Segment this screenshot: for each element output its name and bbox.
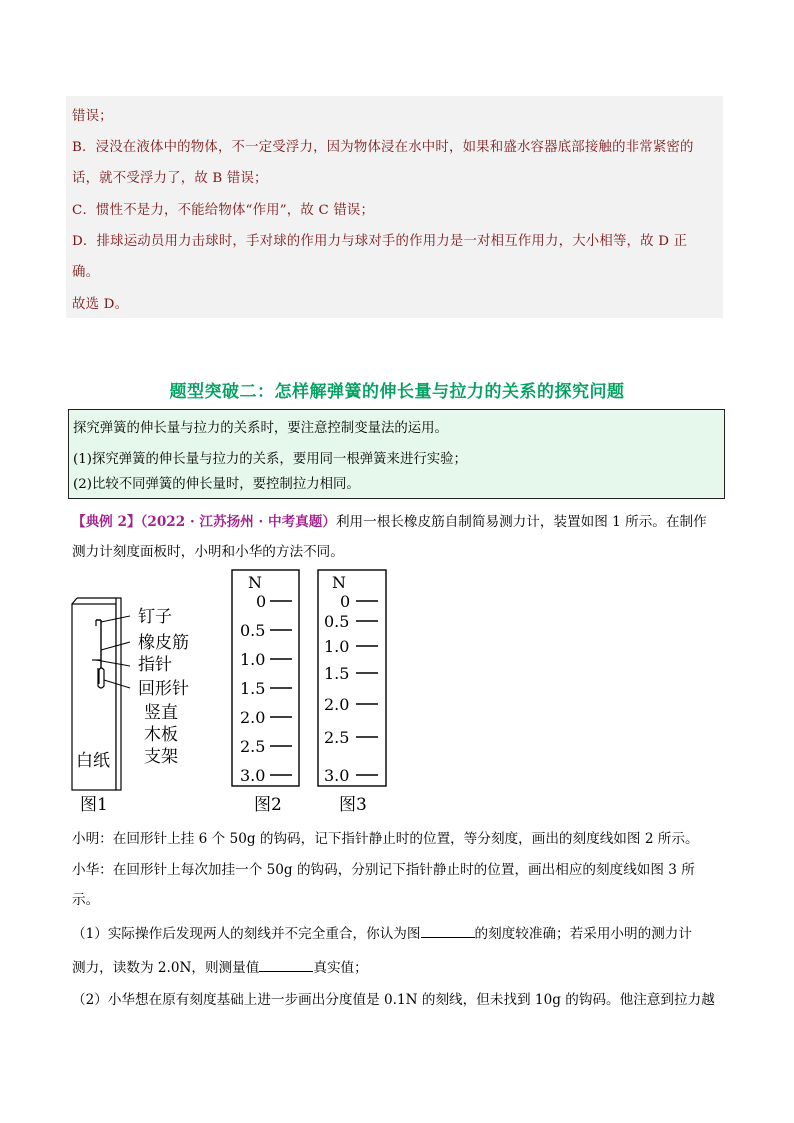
fig1-label-rubber-band: 橡皮筋 [138, 633, 189, 653]
fig3-caption: 图3 [339, 795, 367, 815]
fig2-tick-label: 1.0 [240, 650, 266, 669]
paragraph-xiaohua-end: 示。 [72, 892, 100, 908]
section-title: 题型突破二：怎样解弹簧的伸长量与拉力的关系的探究问题 [169, 382, 625, 402]
wood-board-edge [116, 598, 121, 790]
fig1-label-stand: 支架 [144, 747, 178, 767]
fig2-tick-label: 2.5 [240, 737, 266, 756]
question-1-text: 测力，读数为 2.0N，则测量值 [72, 960, 260, 976]
figure-1 [72, 598, 189, 815]
paragraph-xiaoming: 小明：在回形针上挂 6 个 50g 的钩码，记下指针静止时的位置，等分刻度，画出的刻度线如图 2 所示。 [72, 831, 699, 847]
answer-line: D．排球运动员用力击球时，手对球的作用力与球对手的作用力是一对相互作用力，大小相等，故 D 正 [72, 234, 688, 249]
question-1-line1 [72, 922, 692, 942]
answer-explanation-box [66, 96, 723, 318]
fig1-label-nail: 钉子 [138, 607, 172, 627]
example-text: 利用一根长橡皮筋自制简易测力计，装置如图 1 所示。在制作 [335, 514, 707, 530]
fig2-tick-label: 2.0 [240, 708, 266, 727]
question-1-text: 的刻度较准确；若采用小明的测力计 [474, 926, 692, 942]
fig3-tick-label: 2.5 [324, 728, 350, 747]
question-2: （2）小华想在原有刻度基础上进一步画出分度值是 0.1N 的刻线，但未找到 10g 的钩码。他注意到拉力越 [72, 992, 715, 1008]
fig1-label-clip: 回形针 [138, 679, 189, 699]
fig3-tick-label: 3.0 [324, 766, 350, 785]
answer-line: 错误； [72, 109, 113, 124]
method-tip-box [68, 409, 725, 499]
fig2-tick-label: 0 [256, 592, 267, 611]
example-source: （2022 · 江苏扬州 · 中考真题） [140, 514, 336, 530]
answer-line: C．惯性不是力，不能给物体“作用”，故 C 错误； [72, 203, 375, 218]
example-intro [72, 510, 707, 530]
fig2-caption: 图2 [254, 795, 282, 815]
fig2-unit: N [248, 573, 262, 592]
fig3-tick-label: 0.5 [324, 612, 350, 631]
fig3-unit: N [332, 573, 346, 592]
paragraph-xiaohua: 小华：在回形针上每次加挂一个 50g 的钩码，分别记下指针静止时的位置，画出相应的刻度线如图 3 所 [72, 862, 695, 878]
spring-scale-figure [68, 560, 408, 820]
fig1-caption: 图1 [80, 795, 108, 815]
fig1-paper-label: 白纸 [76, 751, 110, 771]
example-text-line2: 测力计刻度面板时，小明和小华的方法不同。 [72, 544, 344, 560]
fig3-tick-label: 2.0 [324, 695, 350, 714]
question-1-line2 [72, 956, 368, 976]
fig3-tick-label: 0 [340, 592, 351, 611]
fig1-label-vertical: 竖直 [144, 703, 178, 723]
tip-line: (2)比较不同弹簧的伸长量时，要控制拉力相同。 [73, 477, 360, 492]
answer-blank-2[interactable] [259, 971, 313, 972]
fig2-tick-label: 1.5 [240, 679, 266, 698]
figure-3 [318, 570, 386, 815]
fig1-label-pointer: 指针 [138, 655, 172, 675]
fig1-label-board: 木板 [144, 725, 178, 745]
example-tag: 【典例 2】 [72, 514, 141, 530]
fig3-tick-label: 1.0 [324, 637, 350, 656]
tip-line: (1)探究弹簧的伸长量与拉力的关系，要用同一根弹簧来进行实验； [73, 452, 467, 467]
answer-blank-1[interactable] [421, 937, 475, 938]
question-1-text: 真实值； [313, 960, 368, 976]
tip-line: 探究弹簧的伸长量与拉力的关系时，要注意控制变量法的运用。 [73, 421, 448, 436]
answer-line: B．浸没在液体中的物体，不一定受浮力，因为物体浸在水中时，如果和盛水容器底部接触的非常紧密的 [72, 140, 694, 155]
fig2-tick-label: 3.0 [240, 766, 266, 785]
figure-2 [232, 570, 299, 815]
answer-line: 确。 [72, 265, 100, 280]
answer-line: 话，就不受浮力了，故 B 错误； [72, 171, 268, 186]
answer-line: 故选 D。 [72, 297, 129, 312]
fig2-tick-label: 0.5 [240, 621, 266, 640]
fig3-tick-label: 1.5 [324, 664, 350, 683]
question-1-text: （1）实际操作后发现两人的刻线并不完全重合，你认为图 [72, 926, 421, 942]
